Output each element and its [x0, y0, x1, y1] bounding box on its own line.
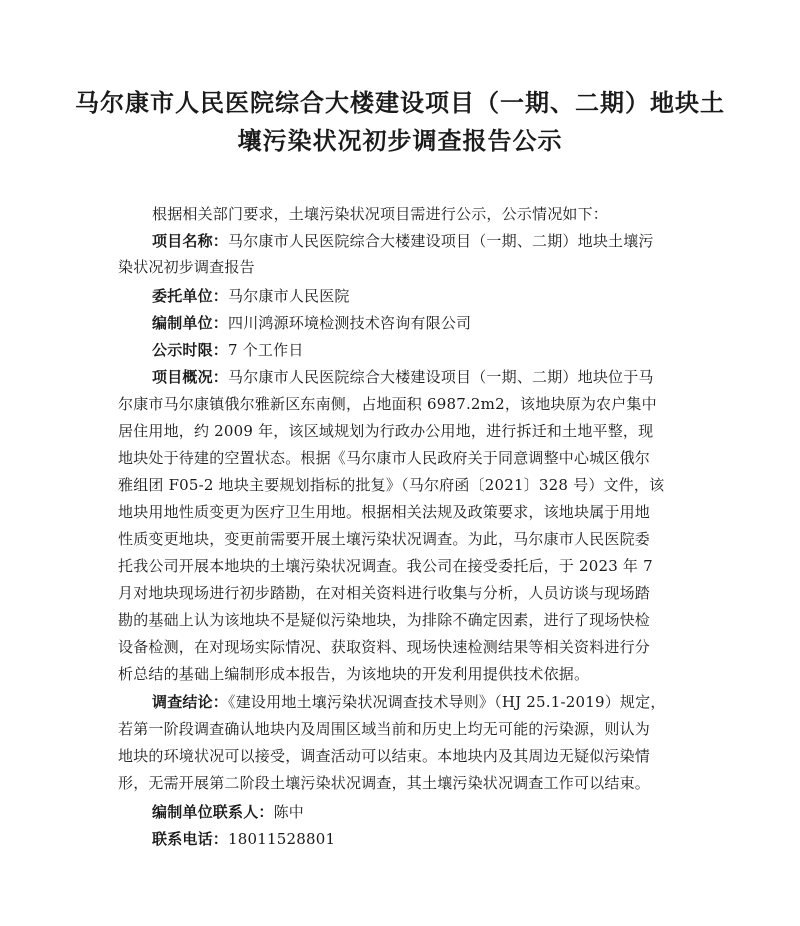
overview-line: 地块处于待建的空置状态。根据《马尔康市人民政府关于同意调整中心城区俄尔	[118, 449, 651, 467]
overview-line: 托我公司开展本地块的土壤污染状况调查。我公司在接受委托后，于 2023 年 7	[118, 557, 653, 575]
overview-line: 设备检测，在对现场实际情况、获取资料、现场快速检测结果等相关资料进行分	[118, 638, 651, 656]
overview-line: 马尔康市人民医院综合大楼建设项目（一期、二期）地块位于马	[228, 368, 654, 386]
phone-label: 联系电话：	[152, 830, 229, 848]
client-label: 委托单位：	[152, 287, 229, 305]
client-row	[152, 286, 724, 306]
overview-line: 月对地块现场进行初步踏勘，在对相关资料进行收集与分析，人员访谈与现场踏	[118, 584, 651, 602]
compiler-label: 编制单位：	[152, 314, 229, 332]
project-name-row	[152, 231, 690, 251]
conclusion-label: 调查结论：	[152, 693, 229, 711]
project-name-label: 项目名称：	[152, 232, 229, 250]
phone-value: 18011528801	[228, 830, 336, 848]
compiler-value: 四川鸿源环境检测技术咨询有限公司	[228, 314, 472, 332]
publicity-period-value: 7 个工作日	[228, 341, 304, 359]
overview-line: 性质变更地块，变更前需要开展土壤污染状况调查。为此，马尔康市人民医院委	[118, 530, 651, 548]
phone-row	[152, 829, 724, 849]
overview-line: 雅组团 F05-2 地块主要规划指标的批复》（马尔府函〔2021〕328 号）文件，该	[118, 476, 665, 494]
conclusion-line: 《建设用地土壤污染状况调查技术导则》（HJ 25.1-2019）规定，	[228, 693, 666, 711]
overview-row	[152, 367, 690, 387]
document-title-line-1: 马尔康市人民医院综合大楼建设项目（一期、二期）地块土	[75, 88, 725, 117]
overview-line: 居住用地，约 2009 年，该区域规划为行政办公用地，进行拆迁和土地平整，现	[118, 422, 654, 440]
publicity-period-label: 公示时限：	[152, 341, 229, 359]
publicity-period-row	[152, 340, 724, 360]
overview-line: 勘的基础上认为该地块不是疑似污染地块，为排除不确定因素，进行了现场快检	[118, 611, 651, 629]
project-name-value-line-2: 染状况初步调查报告	[118, 258, 255, 276]
intro-paragraph: 根据相关部门要求，土壤污染状况项目需进行公示，公示情况如下：	[152, 205, 609, 223]
document-title-line-2: 壤污染状况初步调查报告公示	[237, 126, 563, 155]
conclusion-line: 形，无需开展第二阶段土壤污染状况调查，其土壤污染状况调查工作可以结束。	[118, 774, 651, 792]
overview-line: 尔康市马尔康镇俄尔雅新区东南侧，占地面积 6987.2m2，该地块原为农户集中	[118, 395, 657, 413]
conclusion-line: 若第一阶段调查确认地块内及周围区域当前和历史上均无可能的污染源，则认为	[118, 720, 651, 738]
contact-label: 编制单位联系人：	[152, 803, 274, 821]
overview-line: 析总结的基础上编制形成本报告，为该地块的开发利用提供技术依据。	[118, 665, 590, 683]
contact-row	[152, 802, 724, 822]
conclusion-row	[152, 692, 690, 712]
overview-line: 地块用地性质变更为医疗卫生用地。根据相关法规及政策要求，该地块属于用地	[118, 503, 651, 521]
overview-label: 项目概况：	[152, 368, 229, 386]
contact-value: 陈中	[273, 803, 305, 821]
client-value: 马尔康市人民医院	[228, 287, 350, 305]
project-name-value-line-1: 马尔康市人民医院综合大楼建设项目（一期、二期）地块土壤污	[228, 232, 654, 250]
compiler-row	[152, 313, 724, 333]
conclusion-line: 地块的环境状况可以接受，调查活动可以结束。本地块内及其周边无疑似污染情	[118, 747, 651, 765]
